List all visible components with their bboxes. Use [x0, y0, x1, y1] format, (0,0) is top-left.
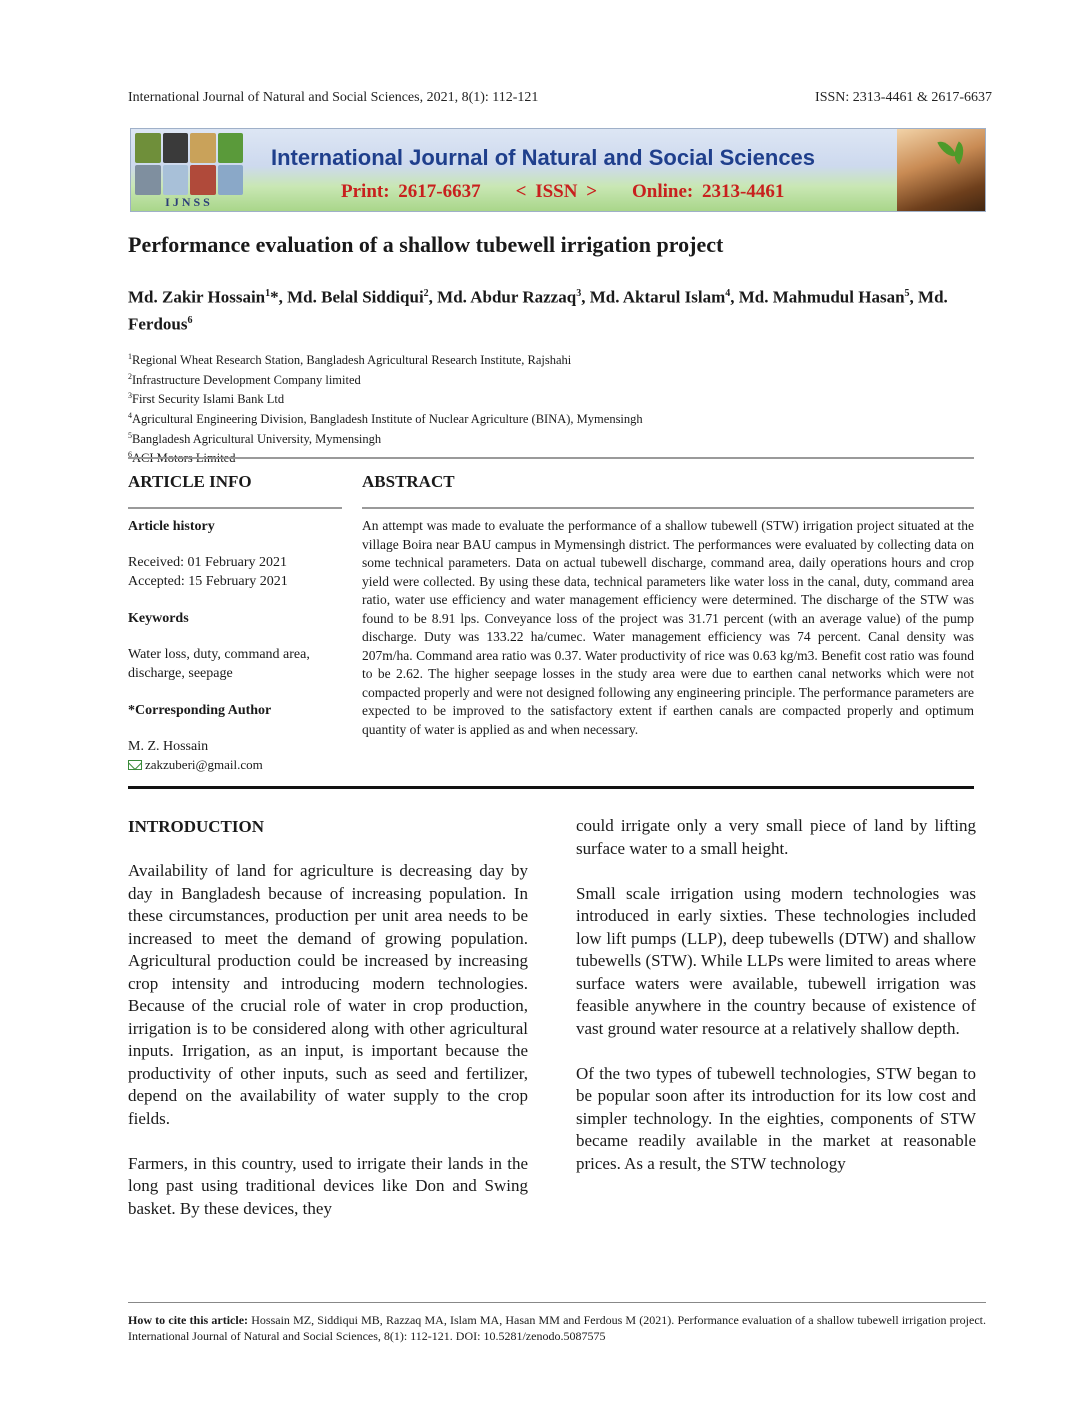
section-divider [128, 786, 974, 789]
affiliations [128, 349, 643, 467]
author-name: Md. Mahmudul Hasan [734, 287, 905, 307]
affiliation-item: $^1$Regional Wheat Research Station, Bangladesh Agricultural Research Institute, Rajshahi [128, 352, 572, 368]
affiliation-item: $^3$First Security Islami Bank Ltd [128, 391, 285, 407]
author-list: Md. Zakir Hossain$^1$*, Md. Belal Siddiqui$^2$, Md. Abdur Razzaq$^3$, Md. Aktarul Islam$^4$, Md. Mahmudul Hasan$^5$, Md. Ferdous$^6$ [128, 287, 948, 334]
cite-text: Hossain MZ, Siddiqui MB, Razzaq MA, Islam MA, Hasan MM and Ferdous M (2021). Performance evaluation of a shallow tubewell irrigation project. International Journal of Natural and Social Sciences, 8(1): 112-121. DOI: 10.5281/zenodo.5087575 [128, 1313, 986, 1343]
banner-issn-line: Print: 2617-6637 < ISSN > Online: 2313-4461 [341, 181, 785, 202]
received-date: Received: 01 February 2021 [128, 555, 288, 570]
left-column [128, 860, 528, 1243]
journal-citation-header: International Journal of Natural and Social Sciences, 2021, 8(1): 112-121 [128, 90, 539, 105]
abstract-heading: ABSTRACT [362, 472, 455, 491]
article-history-label: Article history [128, 519, 215, 534]
keywords-line: discharge, seepage [128, 666, 233, 681]
banner-abbreviation: IJNSS [165, 195, 213, 209]
envelope-icon [128, 760, 142, 770]
author-name: Md. Zakir Hossain [128, 287, 266, 307]
paragraph: could irrigate only a very small piece of land by lifting surface water to a small height. [576, 816, 976, 858]
affiliation-item: $^4$Agricultural Engineering Division, Bangladesh Institute of Nuclear Agriculture (BINA), Mymensingh [128, 410, 643, 427]
footnote-divider [128, 1302, 986, 1303]
author-name: Md. Aktarul Islam [585, 287, 726, 307]
corresponding-author-label: *Corresponding Author [128, 703, 272, 718]
article-title: Performance evaluation of a shallow tubewell irrigation project [128, 232, 724, 257]
abstract-text: An attempt was made to evaluate the performance of a shallow tubewell (STW) irrigation project situated at the village Boira near BAU campus in Mymensingh district. The performances were evaluated by collecting data on some technical parameters. Data on actual tubewell discharge, command area, daily operations hours and crop yield were collected. By using these data, technical parameters like water loss in the canal, duty, command area ratio, water use efficiency and water management efficiency were determined. The discharge of the STW was found to be 8.91 lps. Conveyance loss of the project was 31.71 percent (with an average value) of the pump discharge. Duty was 133.22 ha/cumec. Water management efficiency was 74 percent. Canal density was 207m/ha. Command area ratio was 0.37. Water productivity of rice was 0.63 kg/m3. Benefit cost ratio was found to be 2.62. The higher seepage losses in the study area were due to earthen canal networks which were not compacted properly and were not designed following any engineering principle. The performance parameters are expected to be improved to the satisfactory extent if earthen canals are compacted properly and optimum quantity of water is applied as and when necessary. [362, 518, 974, 737]
author-name: Md. Abdur Razzaq [432, 287, 577, 307]
introduction-heading: INTRODUCTION [128, 817, 265, 836]
issn-header: ISSN: 2313-4461 & 2617-6637 [815, 90, 992, 105]
right-column [576, 815, 976, 1198]
accepted-date: Accepted: 15 February 2021 [128, 574, 288, 589]
divider [128, 457, 974, 459]
banner-title: International Journal of Natural and Social Sciences [271, 145, 816, 170]
paragraph: Farmers, in this country, used to irrigate their lands in the long past using traditional devices like Don and Swing basket. By these devices, they [128, 1153, 528, 1218]
author-name: Md. Belal Siddiqui [282, 287, 424, 307]
article-info-heading: ARTICLE INFO [128, 472, 252, 491]
journal-banner [130, 128, 986, 212]
author-name: Md. Ferdous [128, 287, 948, 334]
divider [128, 507, 342, 509]
keywords-line: Water loss, duty, command area, [128, 647, 310, 662]
keywords-label: Keywords [128, 611, 189, 626]
paragraph: Of the two types of tubewell technologies, STW began to be popular soon after its introduction for its low cost and simpler technology. In the eighties, components of STW became readily available in the market at reasonable prices. As a result, the STW technology [576, 1063, 976, 1173]
how-to-cite [128, 1312, 986, 1344]
divider [362, 507, 974, 509]
banner-photo-collage [135, 133, 243, 195]
corresponding-author-name: M. Z. Hossain [128, 739, 209, 754]
affiliation-item: $^2$Infrastructure Development Company limited [128, 371, 361, 387]
paragraph: Availability of land for agriculture is decreasing day by day in Bangladesh because of increasing population. In these circumstances, production per unit area needs to be increased to meet the demand of growing population. Agricultural production could be increased by increasing crop intensity and introducing modern technologies. Because of the crucial role of water in crop production, irrigation is to be considered along with other agricultural inputs. Irrigation, as an input, is important because the productivity of other inputs, such as seed and fertilizer, depend on the availability of water supply to the crop fields. [128, 861, 528, 1128]
cite-label: How to cite this article: [128, 1313, 249, 1327]
email-link[interactable]: zakzuberi@gmail.com [128, 755, 263, 774]
affiliation-item: $^5$Bangladesh Agricultural University, Mymensingh [128, 430, 382, 446]
affiliation-item: $^6$ACI Motors Limited [128, 450, 236, 466]
banner-soil-plant-image [897, 129, 985, 212]
paragraph: Small scale irrigation using modern technologies was introduced in early sixties. These technologies included low lift pumps (LLP), deep tubewells (DTW) and shallow tubewells (STW). While LLPs were limited to areas where surface waters were available, tubewell irrigation was feasible anywhere in the country because of existence of vast ground water resource at a relatively shallow depth. [576, 883, 976, 1038]
